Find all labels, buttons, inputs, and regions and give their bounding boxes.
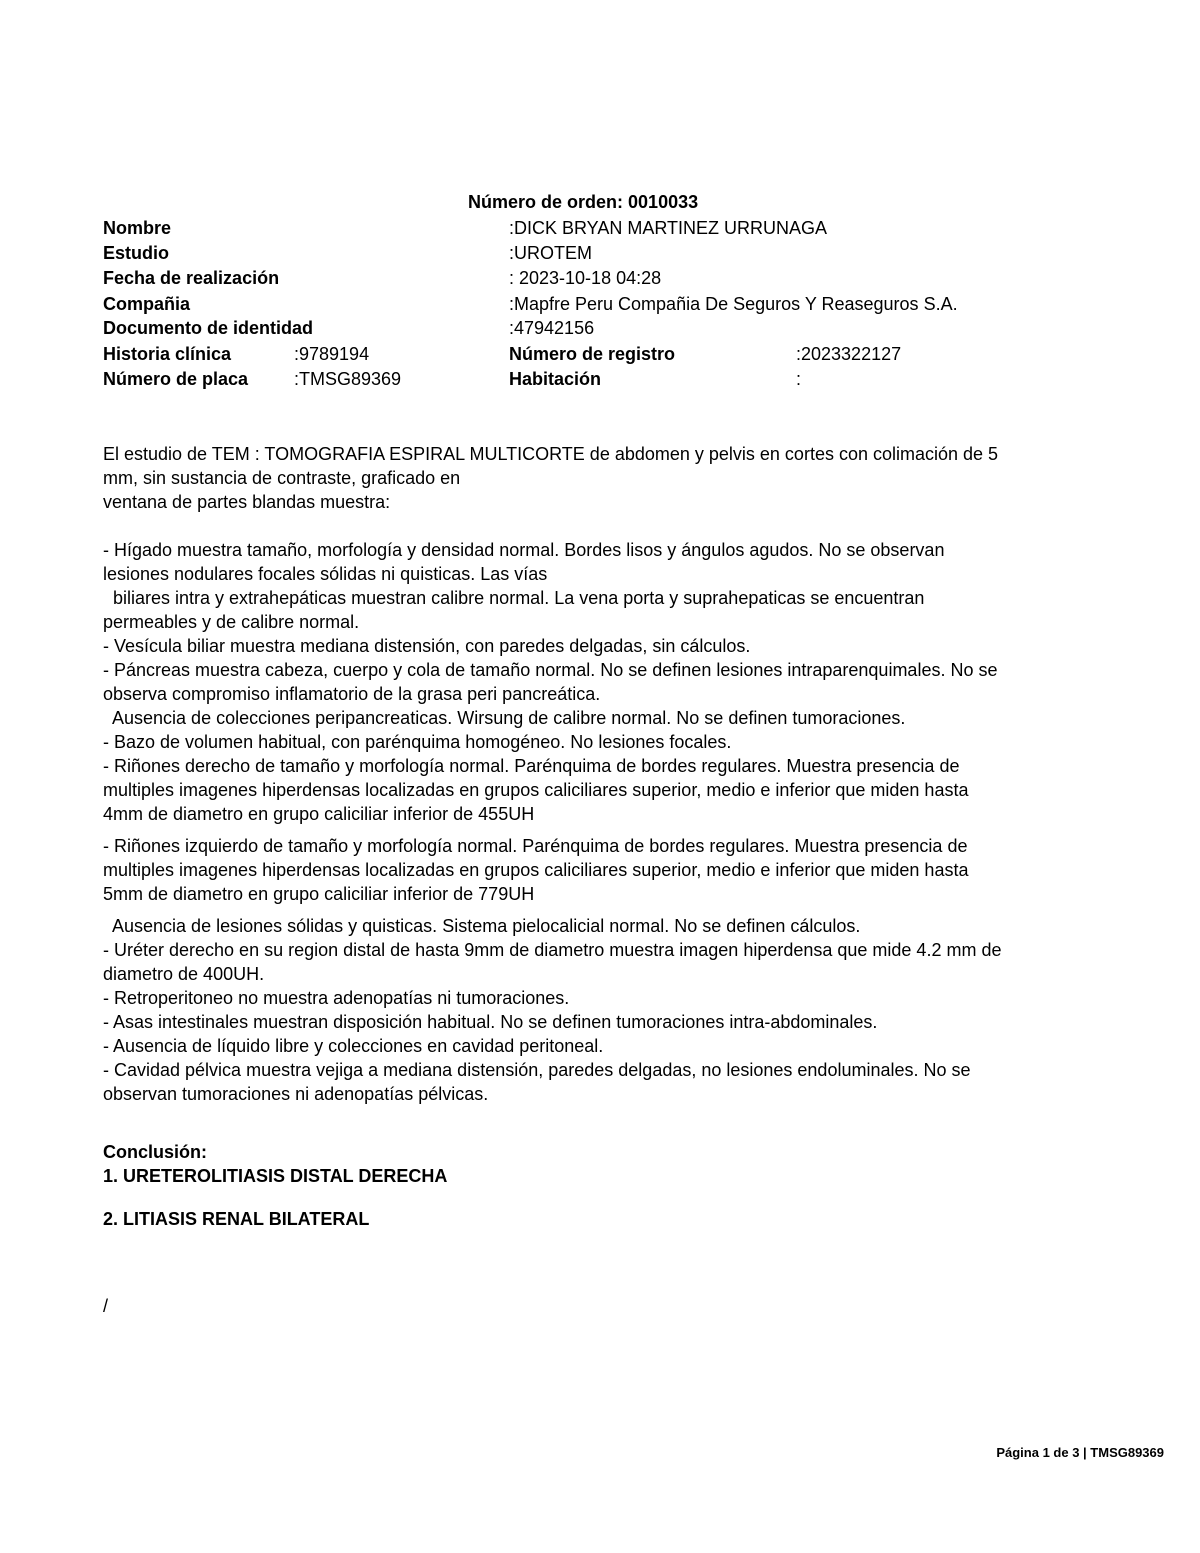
report-line: biliares intra y extrahepáticas muestran calibre normal. La vena porta y suprahepaticas se encuentran — [103, 588, 925, 608]
conclusion-heading: Conclusión: — [103, 1142, 207, 1162]
study-label: Estudio — [103, 243, 169, 263]
conclusion-item-2: 2. LITIASIS RENAL BILATERAL — [103, 1209, 370, 1229]
order-number-heading — [468, 190, 698, 214]
date-label: Fecha de realización — [103, 268, 280, 288]
company-label: Compañia — [103, 294, 191, 314]
room-label: Habitación — [509, 369, 602, 389]
report-line: - Ausencia de líquido libre y colecciones en cavidad peritoneal. — [103, 1036, 604, 1056]
report-line: multiples imagenes hiperdensas localizadas en grupos caliciliares superior, medio e inferior que miden hasta — [103, 860, 969, 880]
report-line: - Páncreas muestra cabeza, cuerpo y cola de tamaño normal. No se definen lesiones intraparenquimales. No se — [103, 660, 998, 680]
report-line: multiples imagenes hiperdensas localizadas en grupos caliciliares superior, medio e inferior que miden hasta — [103, 780, 969, 800]
report-line: - Riñones izquierdo de tamaño y morfología normal. Parénquima de bordes regulares. Muestra presencia de — [103, 836, 968, 856]
registry-number-label: Número de registro — [509, 344, 676, 364]
id-document-label: Documento de identidad — [103, 318, 314, 338]
report-line: ventana de partes blandas muestra: — [103, 492, 391, 512]
report-line: - Cavidad pélvica muestra vejiga a mediana distensión, paredes delgadas, no lesiones endoluminales. No se — [103, 1060, 971, 1080]
report-line: mm, sin sustancia de contraste, graficado en — [103, 468, 461, 488]
conclusion-item-1: 1. URETEROLITIASIS DISTAL DERECHA — [103, 1166, 448, 1186]
report-line: 5mm de diametro en grupo caliciliar inferior de 779UH — [103, 884, 535, 904]
report-line: observa compromiso inflamatorio de la grasa peri pancreática. — [103, 684, 601, 704]
report-line: permeables y de calibre normal. — [103, 612, 360, 632]
report-line: observan tumoraciones ni adenopatías pélvicas. — [103, 1084, 489, 1104]
clinical-history-value: :9789194 — [294, 344, 370, 364]
report-line: - Asas intestinales muestran disposición habitual. No se definen tumoraciones intra-abdominales. — [103, 1012, 878, 1032]
id-document-value: :47942156 — [509, 318, 595, 338]
study-value: :UROTEM — [509, 243, 592, 263]
report-line: Ausencia de lesiones sólidas y quisticas. Sistema pielocalicial normal. No se definen cálculos. — [103, 916, 861, 936]
plate-number-label: Número de placa — [103, 369, 249, 389]
report-line: - Hígado muestra tamaño, morfología y densidad normal. Bordes lisos y ángulos agudos. No se observan — [103, 540, 945, 560]
report-line: El estudio de TEM : TOMOGRAFIA ESPIRAL MULTICORTE de abdomen y pelvis en cortes con colimación de 5 — [103, 444, 999, 464]
name-value: :DICK BRYAN MARTINEZ URRUNAGA — [509, 218, 828, 238]
report-line: 4mm de diametro en grupo caliciliar inferior de 455UH — [103, 804, 535, 824]
report-line: lesiones nodulares focales sólidas ni quisticas. Las vías — [103, 564, 548, 584]
report-line: - Vesícula biliar muestra mediana distensión, con paredes delgadas, sin cálculos. — [103, 636, 751, 656]
company-value: :Mapfre Peru Compañia De Seguros Y Reaseguros S.A. — [509, 294, 958, 314]
report-line: - Uréter derecho en su region distal de hasta 9mm de diametro muestra imagen hiperdensa que mide 4.2 mm de — [103, 940, 1002, 960]
name-label: Nombre — [103, 218, 172, 238]
order-number-value: 0010033 — [628, 192, 699, 212]
signature-mark: / — [103, 1296, 109, 1316]
report-body — [103, 442, 1103, 1106]
room-value: : — [796, 369, 802, 389]
report-line: Ausencia de colecciones peripancreaticas. Wirsung de calibre normal. No se definen tumoraciones. — [103, 708, 906, 728]
report-line: - Retroperitoneo no muestra adenopatías ni tumoraciones. — [103, 988, 570, 1008]
report-line: - Bazo de volumen habitual, con parénquima homogéneo. No lesiones focales. — [103, 732, 732, 752]
report-line: diametro de 400UH. — [103, 964, 265, 984]
plate-number-value: :TMSG89369 — [294, 369, 402, 389]
page-footer: Página 1 de 3 | TMSG89369 — [996, 1445, 1164, 1460]
date-value: : 2023-10-18 04:28 — [509, 268, 662, 288]
clinical-history-label: Historia clínica — [103, 344, 232, 364]
registry-number-value: :2023322127 — [796, 344, 902, 364]
order-number-label: Número de orden: — [468, 192, 624, 212]
report-line: - Riñones derecho de tamaño y morfología normal. Parénquima de bordes regulares. Muestra presencia de — [103, 756, 960, 776]
